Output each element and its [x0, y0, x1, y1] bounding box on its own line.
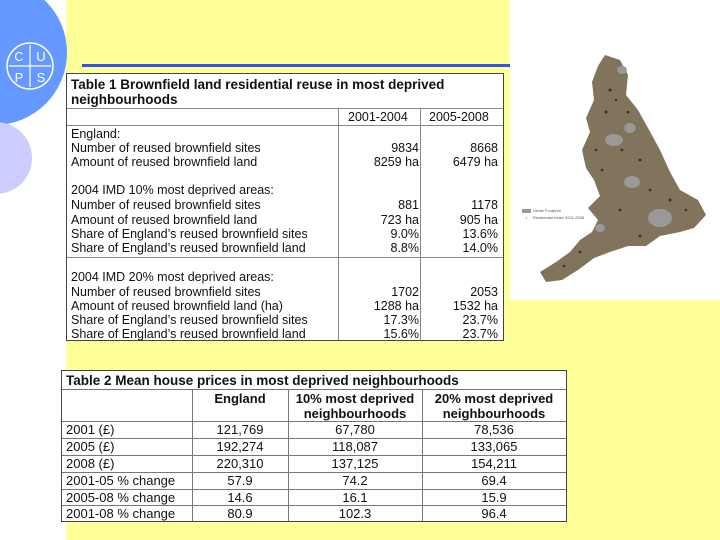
- logo-letter: C: [14, 49, 24, 64]
- cell-value: 723 ha: [380, 213, 419, 227]
- row-label: Share of England’s reused brownfield land: [71, 241, 306, 255]
- urban-footprint-swatch: [522, 209, 531, 213]
- cell-value: 9.0%: [390, 227, 419, 241]
- section-heading: 2004 IMD 10% most deprived areas:: [71, 183, 274, 197]
- divider: [67, 257, 503, 258]
- cell-value: 23.7%: [462, 313, 498, 327]
- row-label: Number of reused brownfield sites: [71, 285, 261, 299]
- row-label: 2001-05 % change: [66, 473, 176, 488]
- table-2-house-prices: [61, 370, 567, 522]
- column-divider: [338, 108, 339, 340]
- cell-value: 905 ha: [459, 213, 498, 227]
- row-label: Amount of reused brownfield land (ha): [71, 299, 283, 313]
- cell-value: 1532 ha: [452, 299, 498, 313]
- map-legend: [522, 207, 584, 221]
- column-header-20pct: 20% most deprived neighbourhoods: [434, 391, 554, 421]
- logo-letter: U: [36, 49, 46, 64]
- cell-value: 1178: [471, 198, 498, 212]
- cell-value: 13.6%: [462, 227, 498, 241]
- cell-value: 57.9: [227, 473, 253, 488]
- row-label: Share of England’s reused brownfield land: [71, 327, 306, 341]
- cups-logo: [4, 40, 56, 92]
- cell-value: 14.6: [227, 490, 253, 505]
- cell-value: 15.9: [481, 490, 507, 505]
- row-label: 2005-08 % change: [66, 490, 176, 505]
- logo-letter: P: [14, 70, 24, 85]
- cell-value: 192,274: [216, 439, 264, 454]
- row-label: Number of reused brownfield sites: [71, 198, 261, 212]
- legend-label: Residential reuse 2001-2008: [533, 215, 585, 220]
- logo-letter: S: [36, 70, 46, 85]
- section-heading: England:: [71, 127, 121, 141]
- cell-value: 23.7%: [462, 327, 498, 341]
- divider: [62, 389, 566, 390]
- legend-item: [522, 214, 584, 221]
- cell-value: 69.4: [481, 473, 507, 488]
- cell-value: 8.8%: [390, 241, 419, 255]
- title-rule: [82, 64, 510, 67]
- column-header-10pct: 10% most deprived neighbourhoods: [295, 391, 415, 421]
- cell-value: 16.1: [342, 490, 368, 505]
- cell-value: 2053: [470, 285, 498, 299]
- england-map-graphic: [510, 0, 720, 300]
- cell-value: 102.3: [338, 506, 372, 521]
- cell-value: 78,536: [474, 422, 514, 437]
- row-label: 2001 (£): [66, 422, 115, 437]
- cell-value: 881: [398, 198, 419, 212]
- column-header-2005-2008: 2005-2008: [429, 110, 489, 124]
- residential-reuse-dot: •: [525, 215, 528, 220]
- column-header-england: England: [214, 391, 266, 406]
- cell-value: 6479 ha: [452, 155, 498, 169]
- table-1-brownfield-reuse: [66, 73, 504, 341]
- row-label: Amount of reused brownfield land: [71, 155, 258, 169]
- cell-value: 121,769: [216, 422, 264, 437]
- cell-value: 118,087: [331, 439, 379, 454]
- table-2-title: Table 2 Mean house prices in most deprived neighbourhoods: [66, 373, 459, 388]
- cell-value: 80.9: [227, 506, 253, 521]
- section-heading: 2004 IMD 20% most deprived areas:: [71, 270, 274, 284]
- column-divider: [420, 108, 421, 340]
- cell-value: 1288 ha: [373, 299, 419, 313]
- row-label: 2008 (£): [66, 456, 115, 471]
- cell-value: 9834: [391, 141, 419, 155]
- row-label: Share of England’s reused brownfield sites: [71, 227, 308, 241]
- cell-value: 74.2: [342, 473, 368, 488]
- row-label: 2001-08 % change: [66, 506, 176, 521]
- cell-value: 8668: [470, 141, 498, 155]
- cell-value: 8259 ha: [373, 155, 419, 169]
- england-reuse-map: [510, 0, 720, 300]
- cell-value: 96.4: [481, 506, 507, 521]
- legend-item: [522, 207, 584, 214]
- cell-value: 67,780: [335, 422, 375, 437]
- cell-value: 154,211: [470, 456, 518, 471]
- cell-value: 1702: [391, 285, 419, 299]
- row-label: Share of England’s reused brownfield sites: [71, 313, 308, 327]
- cell-value: 220,310: [216, 456, 264, 471]
- divider: [67, 108, 503, 109]
- cell-value: 15.6%: [383, 327, 419, 341]
- cell-value: 133,065: [470, 439, 518, 454]
- table-1-title: Table 1 Brownfield land residential reuse in most deprived neighbourhoods: [71, 77, 445, 107]
- cell-value: 14.0%: [462, 241, 498, 255]
- cell-value: 137,125: [331, 456, 379, 471]
- divider: [67, 125, 503, 126]
- england-outline: [540, 55, 706, 282]
- row-label: Amount of reused brownfield land: [71, 213, 258, 227]
- column-header-2001-2004: 2001-2004: [348, 110, 408, 124]
- legend-label: Urban Footprint: [533, 208, 561, 213]
- row-label: 2005 (£): [66, 439, 115, 454]
- row-label: Number of reused brownfield sites: [71, 141, 261, 155]
- cell-value: 17.3%: [383, 313, 419, 327]
